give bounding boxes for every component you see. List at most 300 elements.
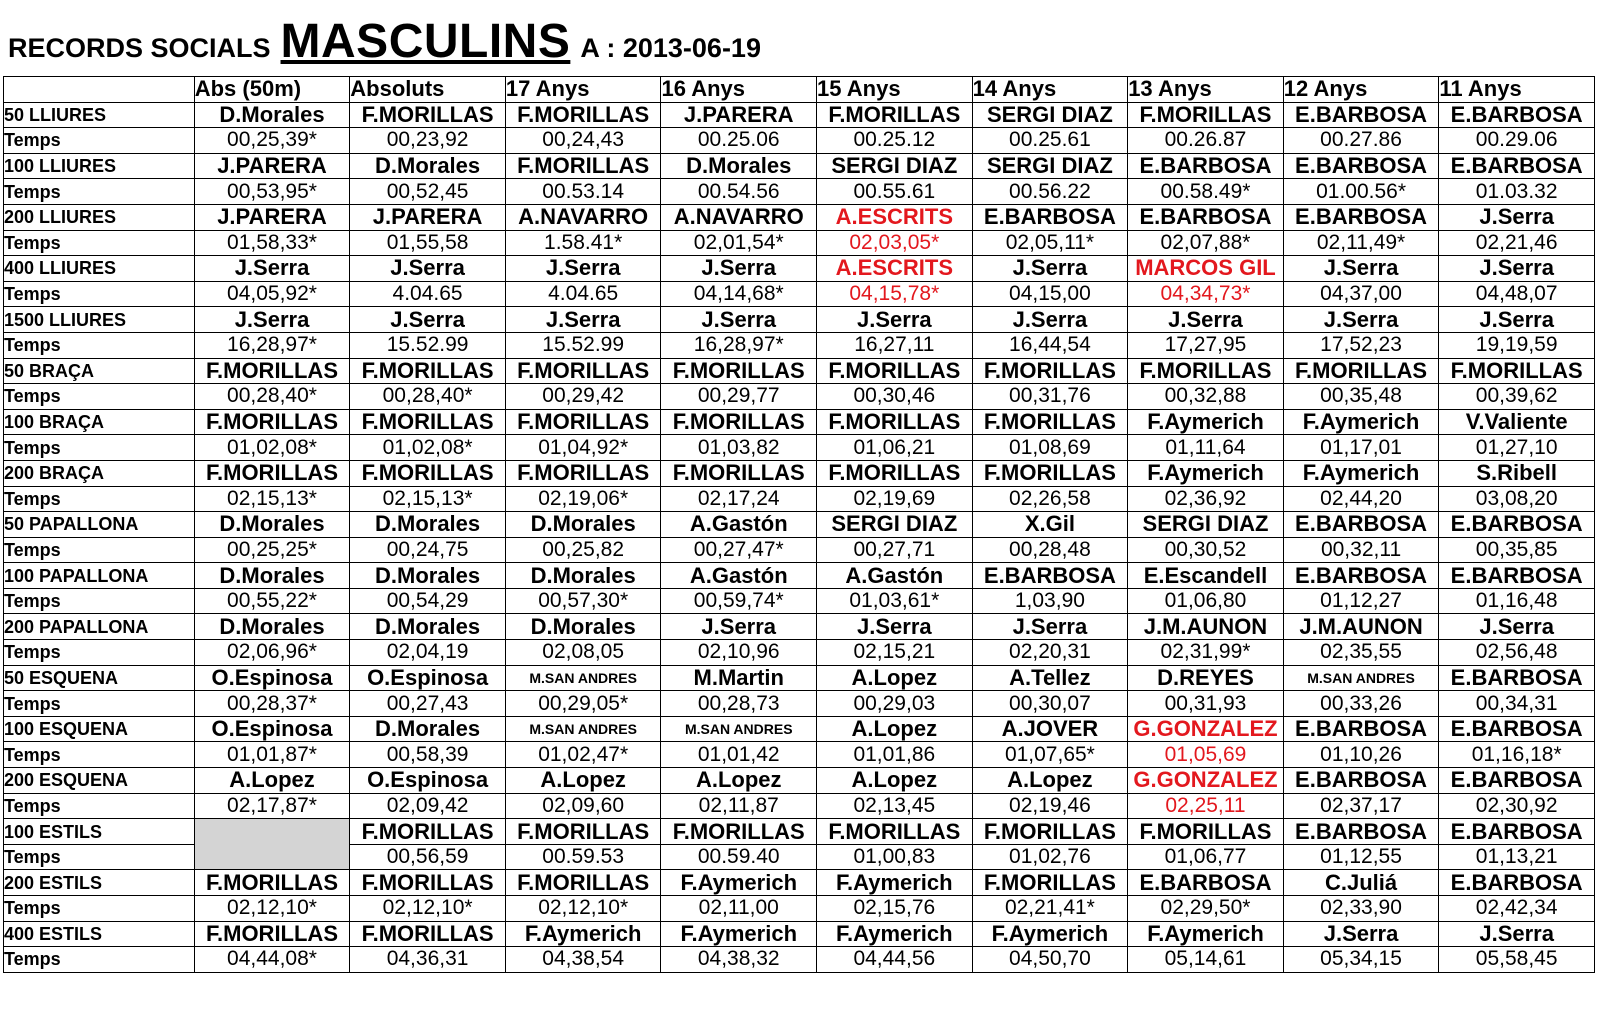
record-time: 01,13,21 (1439, 844, 1595, 870)
record-holder: F.MORILLAS (505, 870, 661, 896)
table-row (4, 947, 1595, 973)
record-time: 17,27,95 (1128, 332, 1284, 358)
record-time: 01,16,48 (1439, 588, 1595, 614)
record-holder: D.Morales (194, 512, 350, 538)
record-holder: F.MORILLAS (505, 460, 661, 486)
record-time: 02,11,49* (1283, 230, 1439, 256)
record-time: 00,55,22* (194, 588, 350, 614)
record-holder: M.SAN ANDRES (505, 716, 661, 742)
record-time: 00.26.87 (1128, 128, 1284, 154)
record-time: 00,29,42 (505, 384, 661, 410)
record-time: 01,05,69 (1128, 742, 1284, 768)
column-header: 17 Anys (505, 77, 661, 103)
time-label: Temps (4, 691, 195, 717)
record-holder: SERGI DIAZ (817, 512, 973, 538)
record-time: 02,12,10* (350, 896, 506, 922)
record-time: 00.54.56 (661, 179, 817, 205)
record-time: 00,28,40* (350, 384, 506, 410)
title-prefix: RECORDS SOCIALS (8, 33, 271, 63)
record-holder: F.Aymerich (1128, 409, 1284, 435)
record-holder: J.Serra (1283, 256, 1439, 282)
record-holder: A.Lopez (817, 665, 973, 691)
record-holder: E.BARBOSA (1283, 716, 1439, 742)
record-holder: J.Serra (972, 614, 1128, 640)
time-label: Temps (4, 281, 195, 307)
record-holder: G.GONZALEZ (1128, 716, 1284, 742)
record-holder: SERGI DIAZ (817, 153, 973, 179)
time-label: Temps (4, 128, 195, 154)
record-time: 02,25,11 (1128, 793, 1284, 819)
record-time: 00,28,48 (972, 537, 1128, 563)
record-time: 04,15,78* (817, 281, 973, 307)
record-holder: C.Juliá (1283, 870, 1439, 896)
table-row (4, 153, 1595, 179)
time-label: Temps (4, 793, 195, 819)
record-time: 01,08,69 (972, 435, 1128, 461)
record-holder: J.Serra (972, 307, 1128, 333)
column-header (4, 77, 195, 103)
record-holder: E.BARBOSA (1283, 819, 1439, 845)
table-row (4, 486, 1595, 512)
record-time: 00,32,11 (1283, 537, 1439, 563)
record-time: 02,15,13* (194, 486, 350, 512)
record-holder: J.Serra (1439, 256, 1595, 282)
record-holder: F.MORILLAS (505, 409, 661, 435)
record-time: 02,37,17 (1283, 793, 1439, 819)
record-holder: E.BARBOSA (1128, 204, 1284, 230)
record-time: 02,11,87 (661, 793, 817, 819)
record-holder: F.Aymerich (1283, 409, 1439, 435)
record-holder: O.Espinosa (194, 665, 350, 691)
record-holder: D.Morales (194, 102, 350, 128)
record-holder: F.Aymerich (661, 921, 817, 947)
record-time: 1,03,90 (972, 588, 1128, 614)
record-holder: J.PARERA (194, 204, 350, 230)
record-holder: E.BARBOSA (1439, 563, 1595, 589)
record-time: 02,01,54* (661, 230, 817, 256)
record-time: 01,06,21 (817, 435, 973, 461)
record-time: 01,02,76 (972, 844, 1128, 870)
record-holder: F.Aymerich (972, 921, 1128, 947)
record-holder: F.MORILLAS (817, 819, 973, 845)
table-row (4, 768, 1595, 794)
record-holder: J.Serra (505, 256, 661, 282)
record-time: 02,13,45 (817, 793, 973, 819)
record-time: 00,30,46 (817, 384, 973, 410)
record-time: 01,04,92* (505, 435, 661, 461)
record-time: 02,35,55 (1283, 640, 1439, 666)
record-time: 01,00,83 (817, 844, 973, 870)
record-time: 04,15,00 (972, 281, 1128, 307)
record-time: 02,19,06* (505, 486, 661, 512)
record-holder: A.JOVER (972, 716, 1128, 742)
record-time: 05,34,15 (1283, 947, 1439, 973)
table-row (4, 870, 1595, 896)
record-holder: F.MORILLAS (972, 870, 1128, 896)
record-time: 02,15,21 (817, 640, 973, 666)
header-row (4, 77, 1595, 103)
record-time: 01.00.56* (1283, 179, 1439, 205)
record-holder: A.NAVARRO (661, 204, 817, 230)
record-time: 00,24,75 (350, 537, 506, 563)
table-row (4, 204, 1595, 230)
record-time: 00,32,88 (1128, 384, 1284, 410)
record-time: 01,06,80 (1128, 588, 1284, 614)
record-time: 00.56.22 (972, 179, 1128, 205)
record-time: 02,12,10* (194, 896, 350, 922)
record-time: 01,02,08* (194, 435, 350, 461)
record-holder: D.Morales (661, 153, 817, 179)
record-holder: A.ESCRITS (817, 256, 973, 282)
record-holder: S.Ribell (1439, 460, 1595, 486)
record-time: 00,27,47* (661, 537, 817, 563)
record-holder: D.Morales (194, 563, 350, 589)
record-time: 02,19,46 (972, 793, 1128, 819)
record-time: 00,25,25* (194, 537, 350, 563)
record-time: 02,04,19 (350, 640, 506, 666)
column-header: 13 Anys (1128, 77, 1284, 103)
record-time: 01.03.32 (1439, 179, 1595, 205)
record-holder: F.MORILLAS (350, 870, 506, 896)
time-label: Temps (4, 588, 195, 614)
record-holder: D.Morales (505, 563, 661, 589)
record-time: 01,01,42 (661, 742, 817, 768)
record-time: 01,12,27 (1283, 588, 1439, 614)
time-label: Temps (4, 742, 195, 768)
record-holder: J.Serra (661, 256, 817, 282)
record-time: 04,05,92* (194, 281, 350, 307)
record-holder: J.PARERA (350, 204, 506, 230)
record-time: 02,09,42 (350, 793, 506, 819)
record-holder: F.MORILLAS (350, 460, 506, 486)
record-holder: F.MORILLAS (350, 102, 506, 128)
time-label: Temps (4, 947, 195, 973)
page-title (8, 14, 761, 74)
record-holder: MARCOS GIL (1128, 256, 1284, 282)
event-label: 400 LLIURES (4, 256, 195, 282)
record-time: 00.59.53 (505, 844, 661, 870)
record-time: 02,33,90 (1283, 896, 1439, 922)
record-time: 01,07,65* (972, 742, 1128, 768)
record-time: 01,27,10 (1439, 435, 1595, 461)
record-time: 02,42,34 (1439, 896, 1595, 922)
record-time: 02,26,58 (972, 486, 1128, 512)
record-holder: F.MORILLAS (1283, 358, 1439, 384)
record-holder: J.Serra (817, 307, 973, 333)
record-time: 02,21,41* (972, 896, 1128, 922)
record-holder: F.MORILLAS (194, 921, 350, 947)
record-time: 05,58,45 (1439, 947, 1595, 973)
title-date: A : 2013-06-19 (580, 33, 761, 63)
record-time: 01,58,33* (194, 230, 350, 256)
record-holder: E.BARBOSA (1439, 716, 1595, 742)
record-holder: J.Serra (350, 256, 506, 282)
table-row (4, 691, 1595, 717)
table-row (4, 307, 1595, 333)
record-time: 00,59,74* (661, 588, 817, 614)
record-holder: SERGI DIAZ (972, 102, 1128, 128)
record-holder: F.MORILLAS (817, 102, 973, 128)
record-time: 00,27,43 (350, 691, 506, 717)
record-holder: A.Lopez (817, 768, 973, 794)
event-label: 50 ESQUENA (4, 665, 195, 691)
table-row (4, 230, 1595, 256)
record-holder: D.Morales (505, 512, 661, 538)
record-time: 04,48,07 (1439, 281, 1595, 307)
record-holder: A.Gastón (817, 563, 973, 589)
record-time: 00.55.61 (817, 179, 973, 205)
record-holder: J.Serra (1283, 307, 1439, 333)
record-holder: M.SAN ANDRES (1283, 665, 1439, 691)
record-time: 15.52.99 (350, 332, 506, 358)
record-holder: A.Gastón (661, 512, 817, 538)
record-holder: J.Serra (1439, 614, 1595, 640)
table-row (4, 460, 1595, 486)
record-time: 02,15,13* (350, 486, 506, 512)
record-time: 04,44,08* (194, 947, 350, 973)
table-row (4, 588, 1595, 614)
record-holder: D.Morales (350, 153, 506, 179)
time-label: Temps (4, 640, 195, 666)
record-holder: F.MORILLAS (194, 358, 350, 384)
record-holder: SERGI DIAZ (1128, 512, 1284, 538)
record-holder: E.BARBOSA (1128, 153, 1284, 179)
table-row (4, 819, 1595, 845)
event-label: 200 ESTILS (4, 870, 195, 896)
record-holder: J.Serra (194, 256, 350, 282)
record-time: 15.52.99 (505, 332, 661, 358)
record-time: 02,56,48 (1439, 640, 1595, 666)
record-time: 19,19,59 (1439, 332, 1595, 358)
table-row (4, 358, 1595, 384)
record-time: 00,27,71 (817, 537, 973, 563)
record-holder: F.MORILLAS (350, 358, 506, 384)
record-holder: F.MORILLAS (194, 409, 350, 435)
record-time: 02,15,76 (817, 896, 973, 922)
record-time: 02,09,60 (505, 793, 661, 819)
record-time: 04,14,68* (661, 281, 817, 307)
time-label: Temps (4, 844, 195, 870)
record-time: 00,58,39 (350, 742, 506, 768)
record-holder: E.BARBOSA (1439, 512, 1595, 538)
table-row (4, 921, 1595, 947)
record-time: 01,03,61* (817, 588, 973, 614)
time-label: Temps (4, 384, 195, 410)
table-row (4, 179, 1595, 205)
record-time: 00.25.06 (661, 128, 817, 154)
record-holder: F.MORILLAS (661, 819, 817, 845)
record-time: 00.29.06 (1439, 128, 1595, 154)
time-label: Temps (4, 179, 195, 205)
record-holder: J.Serra (1439, 307, 1595, 333)
table-row (4, 665, 1595, 691)
record-time: 00.25.61 (972, 128, 1128, 154)
record-holder: J.Serra (661, 307, 817, 333)
record-time: 01,02,47* (505, 742, 661, 768)
record-holder: F.MORILLAS (1128, 102, 1284, 128)
record-holder: F.MORILLAS (350, 819, 506, 845)
record-time: 00,28,37* (194, 691, 350, 717)
record-holder: F.MORILLAS (350, 409, 506, 435)
table-row (4, 742, 1595, 768)
record-holder: E.BARBOSA (1283, 512, 1439, 538)
record-holder: J.M.AUNON (1128, 614, 1284, 640)
record-time: 02,17,87* (194, 793, 350, 819)
record-holder: A.Gastón (661, 563, 817, 589)
record-time: 00.53.14 (505, 179, 661, 205)
record-time: 04,38,54 (505, 947, 661, 973)
event-label: 400 ESTILS (4, 921, 195, 947)
event-label: 100 BRAÇA (4, 409, 195, 435)
time-label: Temps (4, 486, 195, 512)
event-label: 100 PAPALLONA (4, 563, 195, 589)
record-holder: J.PARERA (194, 153, 350, 179)
record-holder: E.BARBOSA (1283, 563, 1439, 589)
column-header: Abs (50m) (194, 77, 350, 103)
records-table (3, 76, 1595, 973)
record-holder: F.MORILLAS (1128, 358, 1284, 384)
record-holder: O.Espinosa (194, 716, 350, 742)
record-holder: F.Aymerich (817, 870, 973, 896)
record-holder: E.BARBOSA (1439, 102, 1595, 128)
record-time: 02,05,11* (972, 230, 1128, 256)
record-time: 01,10,26 (1283, 742, 1439, 768)
record-time: 04,34,73* (1128, 281, 1284, 307)
record-time: 02,08,05 (505, 640, 661, 666)
record-holder: F.Aymerich (817, 921, 973, 947)
record-holder: F.MORILLAS (505, 102, 661, 128)
time-label: Temps (4, 332, 195, 358)
record-holder: F.MORILLAS (505, 153, 661, 179)
record-time: 01,06,77 (1128, 844, 1284, 870)
record-time: 00,35,85 (1439, 537, 1595, 563)
record-time: 02,10,96 (661, 640, 817, 666)
event-label: 100 LLIURES (4, 153, 195, 179)
record-time: 00,35,48 (1283, 384, 1439, 410)
record-holder: F.Aymerich (1283, 460, 1439, 486)
record-holder: O.Espinosa (350, 665, 506, 691)
record-time: 02,12,10* (505, 896, 661, 922)
record-holder: F.Aymerich (505, 921, 661, 947)
record-time: 00,34,31 (1439, 691, 1595, 717)
record-time: 01,01,87* (194, 742, 350, 768)
record-time: 00,29,03 (817, 691, 973, 717)
record-holder: F.Aymerich (661, 870, 817, 896)
record-time: 16,44,54 (972, 332, 1128, 358)
record-time: 02,20,31 (972, 640, 1128, 666)
record-holder: A.Lopez (817, 716, 973, 742)
table-row (4, 409, 1595, 435)
record-time: 00,56,59 (350, 844, 506, 870)
column-header: 12 Anys (1283, 77, 1439, 103)
record-time: 00,29,05* (505, 691, 661, 717)
record-holder: E.BARBOSA (1439, 819, 1595, 845)
record-time: 00,28,73 (661, 691, 817, 717)
record-holder: F.MORILLAS (972, 358, 1128, 384)
record-time: 03,08,20 (1439, 486, 1595, 512)
record-holder: X.Gil (972, 512, 1128, 538)
record-time: 00,52,45 (350, 179, 506, 205)
record-time: 01,01,86 (817, 742, 973, 768)
record-time: 00,39,62 (1439, 384, 1595, 410)
record-holder: J.Serra (817, 614, 973, 640)
record-time: 01,02,08* (350, 435, 506, 461)
record-time: 00,33,26 (1283, 691, 1439, 717)
event-label: 100 ESTILS (4, 819, 195, 845)
column-header: 11 Anys (1439, 77, 1595, 103)
record-time: 16,28,97* (194, 332, 350, 358)
table-row (4, 640, 1595, 666)
record-time: 01,55,58 (350, 230, 506, 256)
record-holder: E.Escandell (1128, 563, 1284, 589)
record-time: 02,17,24 (661, 486, 817, 512)
record-holder: F.MORILLAS (194, 460, 350, 486)
record-holder: J.Serra (194, 307, 350, 333)
table-row (4, 332, 1595, 358)
event-label: 200 BRAÇA (4, 460, 195, 486)
record-holder: A.ESCRITS (817, 204, 973, 230)
table-row (4, 435, 1595, 461)
record-holder: M.SAN ANDRES (661, 716, 817, 742)
table-row (4, 128, 1595, 154)
record-time: 01,16,18* (1439, 742, 1595, 768)
record-holder: E.BARBOSA (1439, 768, 1595, 794)
record-holder: F.MORILLAS (1439, 358, 1595, 384)
record-time: 00.27.86 (1283, 128, 1439, 154)
record-time: 1.58.41* (505, 230, 661, 256)
record-holder: F.MORILLAS (1128, 819, 1284, 845)
event-label: 1500 LLIURES (4, 307, 195, 333)
table-row (4, 614, 1595, 640)
record-time: 02,07,88* (1128, 230, 1284, 256)
table-row (4, 563, 1595, 589)
record-time: 01,03,82 (661, 435, 817, 461)
record-holder: F.MORILLAS (350, 921, 506, 947)
record-time: 02,06,96* (194, 640, 350, 666)
record-time: 02,29,50* (1128, 896, 1284, 922)
record-time: 00.25.12 (817, 128, 973, 154)
record-holder: E.BARBOSA (1283, 204, 1439, 230)
record-time: 04,50,70 (972, 947, 1128, 973)
table-row (4, 102, 1595, 128)
title-main: MASCULINS (280, 15, 571, 68)
record-time: 02,30,92 (1439, 793, 1595, 819)
event-label: 50 BRAÇA (4, 358, 195, 384)
table-row (4, 537, 1595, 563)
record-holder: J.Serra (1128, 307, 1284, 333)
record-holder: F.MORILLAS (817, 460, 973, 486)
record-time: 02,03,05* (817, 230, 973, 256)
time-label: Temps (4, 537, 195, 563)
record-holder: A.Lopez (505, 768, 661, 794)
record-holder: A.Lopez (972, 768, 1128, 794)
record-holder: J.Serra (1283, 921, 1439, 947)
record-holder: O.Espinosa (350, 768, 506, 794)
table-row (4, 716, 1595, 742)
record-holder: V.Valiente (1439, 409, 1595, 435)
record-time: 01,11,64 (1128, 435, 1284, 461)
record-time: 04,38,32 (661, 947, 817, 973)
column-header: 15 Anys (817, 77, 973, 103)
record-time: 00,30,07 (972, 691, 1128, 717)
record-holder: J.Serra (350, 307, 506, 333)
record-holder: D.Morales (350, 614, 506, 640)
record-holder: J.Serra (505, 307, 661, 333)
record-time: 02,44,20 (1283, 486, 1439, 512)
record-holder: F.MORILLAS (661, 460, 817, 486)
table-row (4, 512, 1595, 538)
record-holder: E.BARBOSA (1439, 665, 1595, 691)
